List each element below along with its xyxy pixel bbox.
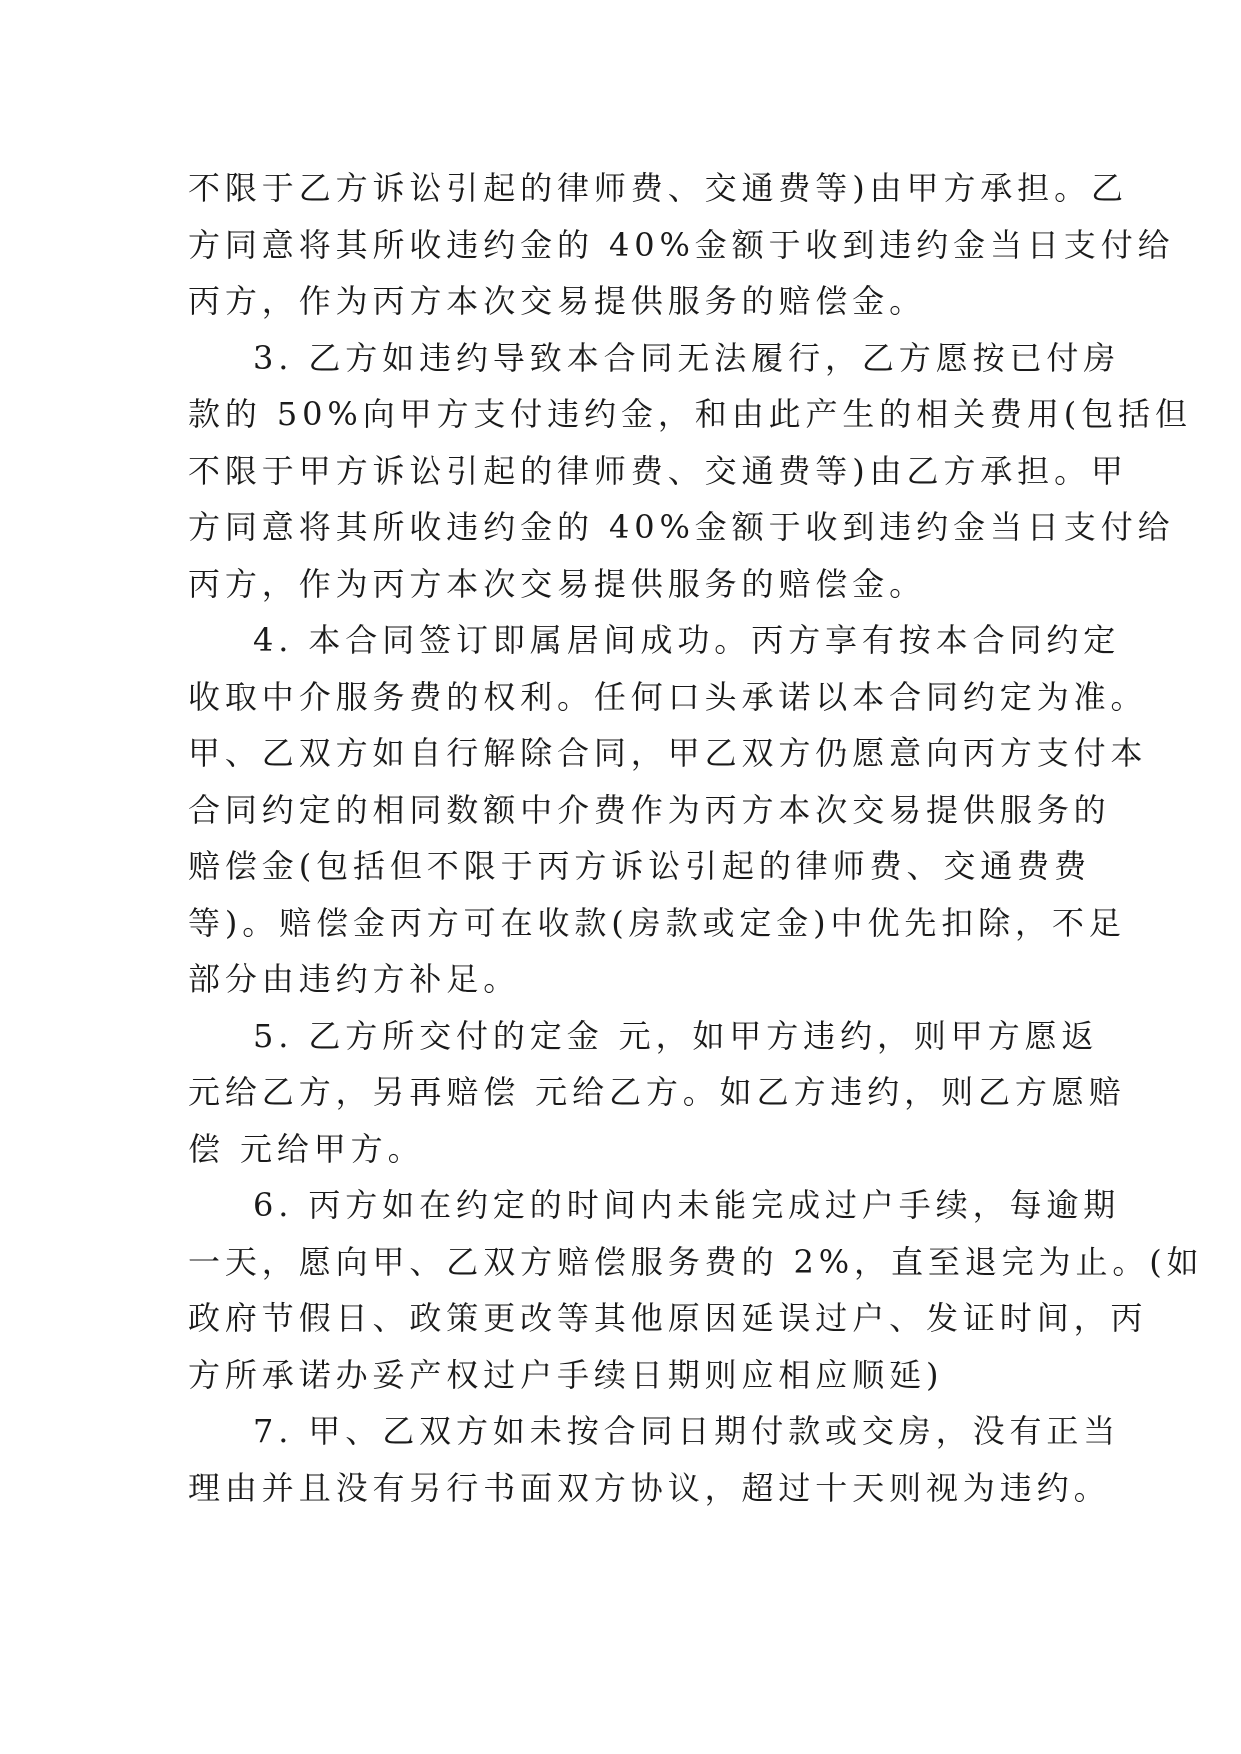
text-line: 合同约定的相同数额中介费作为丙方本次交易提供服务的	[188, 790, 1111, 829]
text-line: 一天，愿向甲、乙双方赔偿服务费的 2%，直至退完为止。(如	[188, 1242, 1204, 1281]
text-line: 赔偿金(包括但不限于丙方诉讼引起的律师费、交通费费	[188, 847, 1091, 885]
text-line: 方所承诺办妥产权过户手续日期则应相应顺延)	[188, 1355, 944, 1394]
document-body	[188, 160, 1204, 1516]
text-line: 款的 50%向甲方支付违约金，和由此产生的相关费用(包括但	[188, 395, 1192, 433]
text-line: 方同意将其所收违约金的 40%金额于收到违约金当日支付给	[188, 225, 1175, 264]
text-line: 元给乙方，另再赔偿 元给乙方。如乙方违约，则乙方愿赔	[188, 1073, 1126, 1111]
text-line: 丙方，作为丙方本次交易提供服务的赔偿金。	[188, 564, 927, 603]
text-line: 丙方，作为丙方本次交易提供服务的赔偿金。	[188, 282, 927, 320]
text-line: 不限于乙方诉讼引起的律师费、交通费等)由甲方承担。乙	[188, 169, 1128, 207]
text-line: 7. 甲、乙双方如未按合同日期付款或交房，没有正当	[253, 1412, 1121, 1450]
text-line: 等)。赔偿金丙方可在收款(房款或定金)中优先扣除，不足	[188, 903, 1126, 942]
text-line: 3. 乙方如违约导致本合同无法履行，乙方愿按已付房	[253, 338, 1121, 377]
text-line: 6. 丙方如在约定的时间内未能完成过户手续，每逾期	[253, 1186, 1121, 1224]
text-line: 5. 乙方所交付的定金 元，如甲方违约，则甲方愿返	[253, 1016, 1099, 1055]
text-line: 甲、乙双方如自行解除合同，甲乙双方仍愿意向丙方支付本	[188, 734, 1148, 772]
text-line: 政府节假日、政策更改等其他原因延误过户、发证时间，丙	[188, 1299, 1148, 1337]
text-line: 收取中介服务费的权利。任何口头承诺以本合同约定为准。	[188, 677, 1148, 716]
text-line: 不限于甲方诉讼引起的律师费、交通费等)由乙方承担。甲	[188, 451, 1128, 490]
text-line: 部分由违约方补足。	[188, 960, 521, 998]
text-line: 理由并且没有另行书面双方协议，超过十天则视为违约。	[188, 1468, 1111, 1507]
text-line: 偿 元给甲方。	[188, 1129, 425, 1168]
text-line: 4. 本合同签订即属居间成功。丙方享有按本合同约定	[253, 621, 1121, 659]
text-line: 方同意将其所收违约金的 40%金额于收到违约金当日支付给	[188, 508, 1175, 546]
